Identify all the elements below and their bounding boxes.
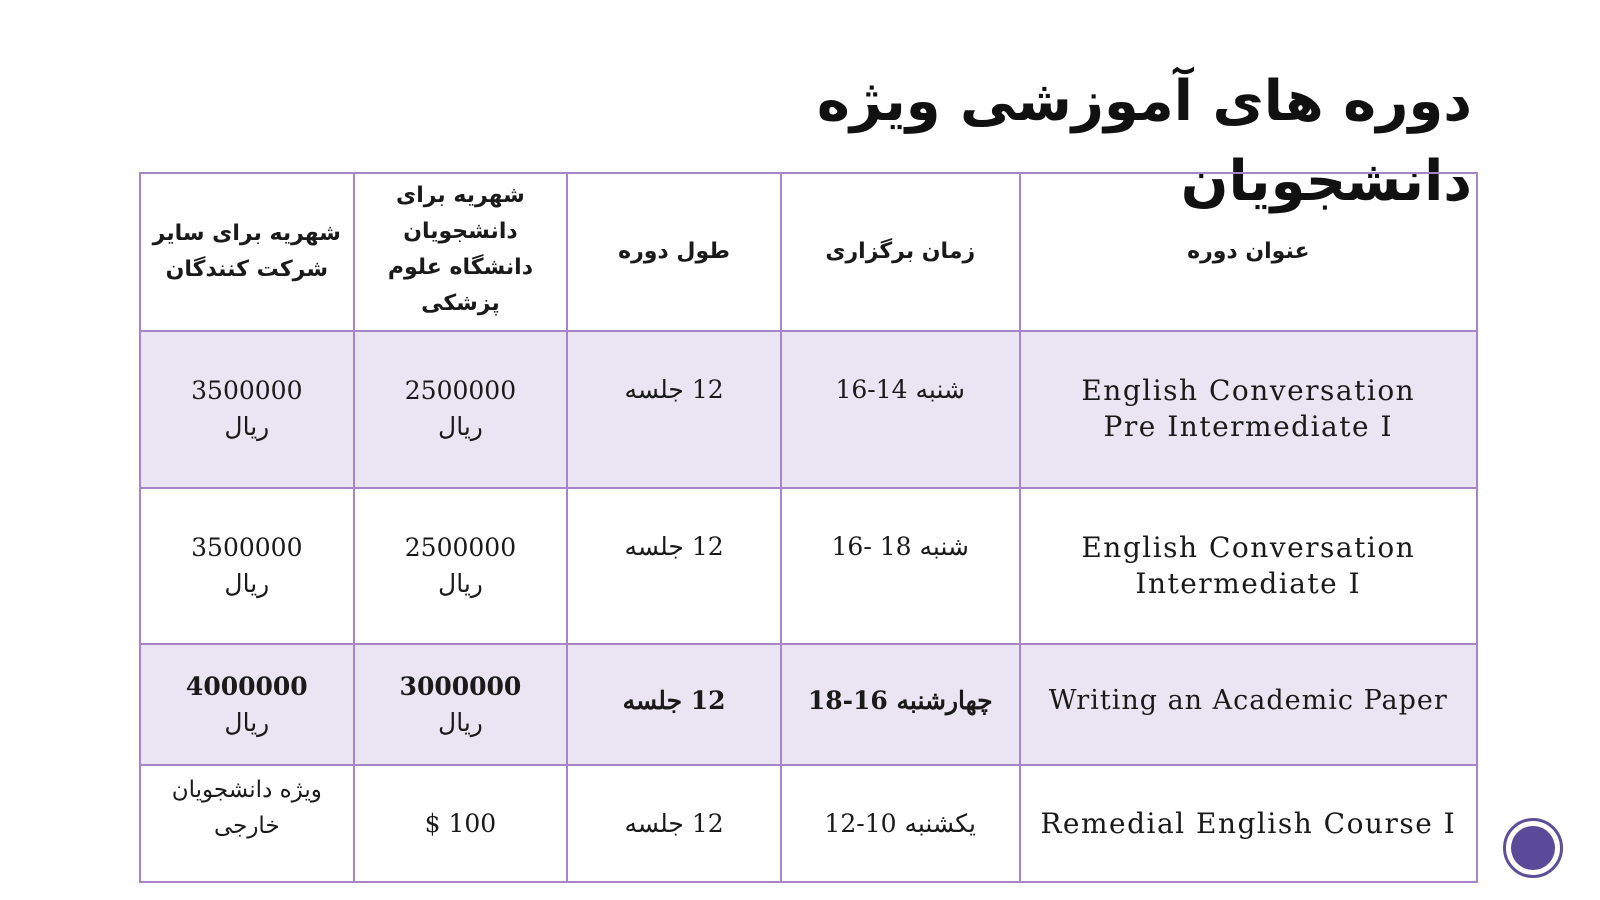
- header-fee-students-line1: شهریه برای: [396, 183, 525, 208]
- table-row: [140, 488, 1477, 645]
- fee-others-cell: [140, 644, 354, 765]
- schedule-value: چهارشنبه 16-18: [807, 686, 993, 716]
- table-row: [140, 765, 1477, 882]
- course-title-cell: [1020, 331, 1477, 488]
- fee-students-amount: 2500000: [404, 376, 517, 406]
- schedule-cell: [781, 644, 1020, 765]
- slide-navigation-circle-fill: [1511, 826, 1555, 870]
- table-header-row: [140, 173, 1477, 331]
- fee-students-cell: [354, 331, 568, 488]
- length-cell: [567, 331, 781, 488]
- length-cell: [567, 765, 781, 882]
- header-fee-others: [140, 173, 354, 331]
- course-title-line2: Pre Intermediate I: [1103, 410, 1394, 444]
- header-fee-students-line2: دانشجویان: [403, 219, 518, 244]
- courses-table: [139, 172, 1478, 883]
- fee-others-amount: 4000000: [185, 671, 308, 701]
- length-value: 12 جلسه: [624, 531, 724, 561]
- header-fee-others-line1: شهریه برای سایر: [152, 220, 341, 246]
- length-value: 12 جلسه: [624, 808, 724, 838]
- course-title-line1: English Conversation: [1081, 530, 1416, 564]
- slide-title: دوره های آموزشی ویژه دانشجویان: [816, 69, 1472, 214]
- fee-students-amount: 3000000: [399, 671, 522, 701]
- course-title-cell: [1020, 644, 1477, 765]
- fee-students-amount: $ 100: [424, 808, 497, 838]
- fee-others-unit: ریال: [224, 707, 270, 737]
- fee-others-line2: خارجی: [213, 813, 280, 840]
- fee-others-amount: 3500000: [191, 532, 303, 562]
- fee-others-line1: ویژه دانشجویان: [171, 777, 322, 804]
- header-length-label: طول دوره: [618, 238, 730, 264]
- slide-navigation-circle-icon[interactable]: [1503, 818, 1563, 878]
- fee-students-cell: [354, 765, 568, 882]
- header-course-title-label: عنوان دوره: [1187, 238, 1310, 264]
- schedule-cell: [781, 765, 1020, 882]
- header-fee-others-line2: شرکت کنندگان: [165, 256, 328, 282]
- fee-others-amount: 3500000: [191, 376, 303, 406]
- schedule-cell: [781, 488, 1020, 645]
- course-title-cell: [1020, 488, 1477, 645]
- header-length: [567, 173, 781, 331]
- course-title-line2: Intermediate I: [1135, 566, 1362, 600]
- header-schedule: [781, 173, 1020, 331]
- fee-students-amount: 2500000: [404, 532, 517, 562]
- course-title-cell: [1020, 765, 1477, 882]
- header-schedule-label: زمان برگزاری: [825, 238, 976, 264]
- table-row: [140, 331, 1477, 488]
- fee-others-cell: [140, 765, 354, 882]
- course-title-line1: English Conversation: [1081, 374, 1416, 408]
- schedule-value: شنبه 18 -16: [831, 531, 969, 561]
- fee-students-unit: ریال: [438, 568, 483, 598]
- fee-students-cell: [354, 488, 568, 645]
- fee-students-cell: [354, 644, 568, 765]
- length-value: 12 جلسه: [624, 374, 724, 404]
- courses-table-container: [139, 172, 1478, 883]
- fee-others-cell: [140, 488, 354, 645]
- schedule-value: یکشنبه 10-12: [824, 808, 977, 838]
- schedule-cell: [781, 331, 1020, 488]
- fee-others-unit: ریال: [224, 412, 270, 442]
- length-cell: [567, 644, 781, 765]
- table-row: [140, 644, 1477, 765]
- header-fee-students-line3: دانشگاه علوم: [387, 255, 533, 280]
- length-value: 12 جلسه: [622, 686, 726, 716]
- header-fee-students-line4: پزشکی: [421, 291, 500, 316]
- fee-others-cell: [140, 331, 354, 488]
- length-cell: [567, 488, 781, 645]
- course-title-line1: Writing an Academic Paper: [1048, 685, 1448, 717]
- course-title-line1: Remedial English Course I: [1040, 806, 1457, 840]
- header-course-title: [1020, 173, 1477, 331]
- fee-others-unit: ریال: [224, 568, 270, 598]
- header-fee-students: [354, 173, 568, 331]
- schedule-value: شنبه 14-16: [835, 374, 965, 404]
- fee-students-unit: ریال: [438, 707, 483, 737]
- fee-students-unit: ریال: [438, 412, 483, 442]
